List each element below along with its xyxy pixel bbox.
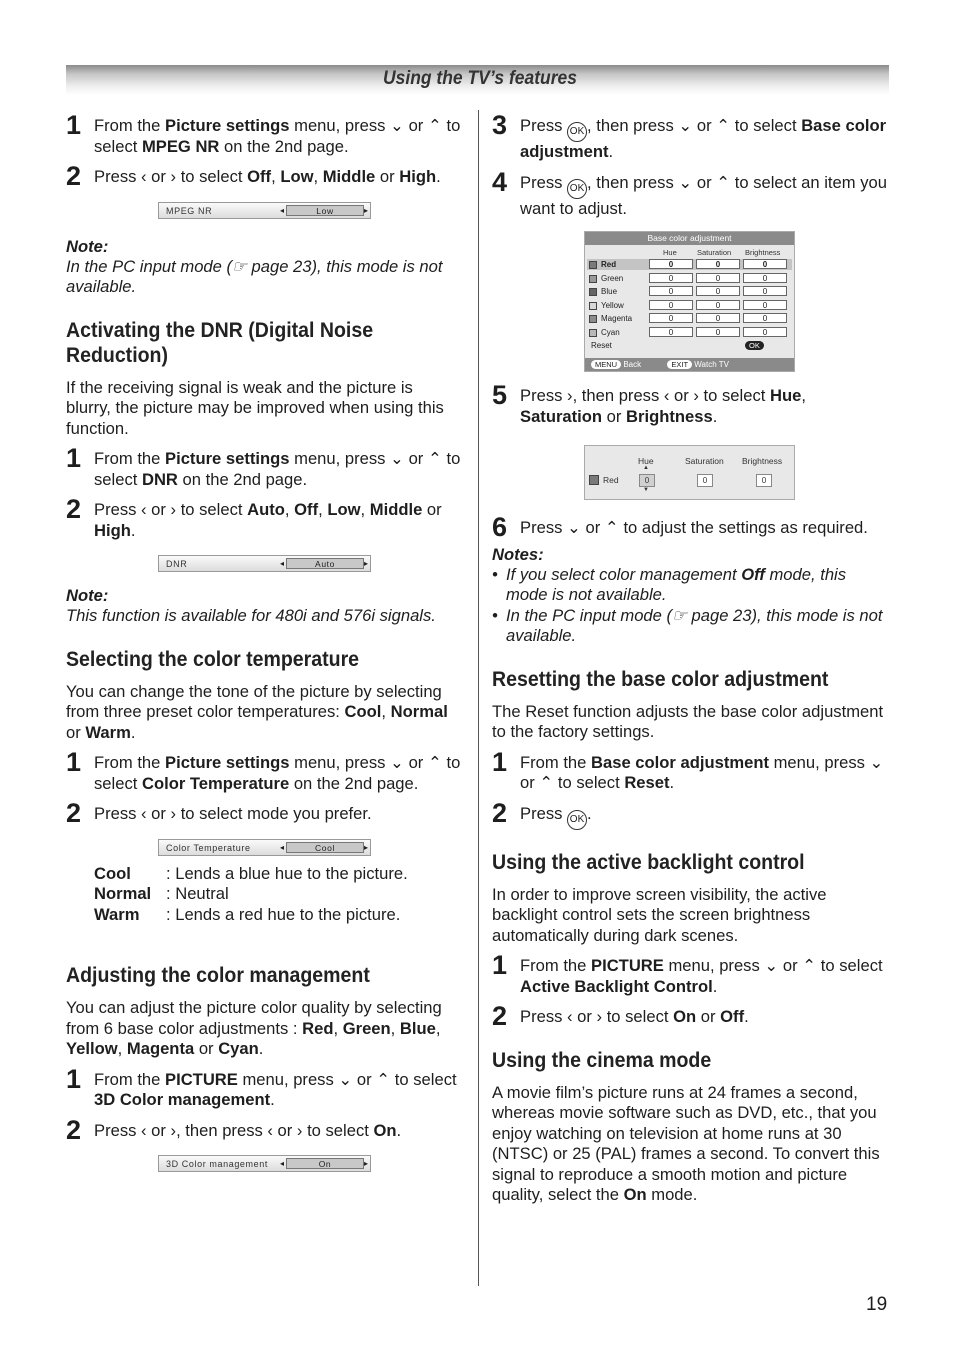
dnr-step-2: 2 Press ‹ or › to select Auto, Off, Low, Middle or High. xyxy=(66,494,442,540)
back-label: Back xyxy=(623,360,642,369)
column-header: Brightness xyxy=(745,248,781,257)
step-number: 2 xyxy=(66,494,82,524)
color-value-cell: 0 xyxy=(649,313,693,323)
temp-step-1: 1 From the Picture settings menu, press ⌄ or ⌃ to select Color Temperature on the 2nd page. xyxy=(66,747,461,793)
color-name: Magenta xyxy=(601,314,633,323)
down-arrow-icon: ⌄ xyxy=(764,956,779,975)
color-value-cell: 0 xyxy=(696,259,740,269)
color-value-cell: 0 xyxy=(743,259,787,269)
step-number: 2 xyxy=(492,1001,508,1031)
step-number: 2 xyxy=(492,797,508,828)
hue-saturation-brightness-screen xyxy=(584,445,795,500)
color-row[interactable] xyxy=(587,300,792,311)
down-arrow-icon: ⌄ xyxy=(869,752,884,772)
step-number: 3 xyxy=(492,110,508,140)
right-triangle-icon: ▸ xyxy=(363,842,368,852)
color-value-cell: 0 xyxy=(696,286,740,296)
down-arrow-icon: ⌄ xyxy=(567,518,581,537)
ok-button-icon: OK xyxy=(567,122,587,142)
color-swatch xyxy=(589,261,597,269)
color-row[interactable] xyxy=(587,327,792,338)
step-number: 2 xyxy=(66,1114,82,1145)
up-arrow-icon: ⌃ xyxy=(539,773,554,792)
ok-button-icon: OK xyxy=(567,810,587,830)
reset-step-1: 1 From the Base color adjustment menu, press ⌄ or ⌃ to select Reset. xyxy=(492,746,884,792)
color-row[interactable] xyxy=(587,313,792,324)
color-name: Cyan xyxy=(601,327,620,337)
mpeg-step-1: 1 From the Picture settings menu, press ⌄ or ⌃ to select MPEG NR on the 2nd page. xyxy=(66,110,461,156)
step-number: 6 xyxy=(492,512,508,542)
right-triangle-icon: ▸ xyxy=(363,1159,368,1168)
step-number: 1 xyxy=(66,110,82,140)
temp-step-2: 2 Press ‹ or › to select mode you prefer. xyxy=(66,798,372,828)
down-arrow-icon: ⌄ xyxy=(678,116,693,135)
left-arrow-icon: ‹ xyxy=(141,500,147,519)
left-triangle-icon: ◂ xyxy=(280,205,285,215)
row-label: Red xyxy=(603,475,619,485)
up-arrow-icon: ⌃ xyxy=(427,753,442,772)
right-arrow-icon: › xyxy=(170,1120,177,1140)
mpeg-step-2: 2 Press ‹ or › to select Off, Low, Middle or High. xyxy=(66,161,441,191)
color-swatch xyxy=(589,275,597,283)
column-divider xyxy=(478,110,479,1286)
pointing-hand-icon: ☞ xyxy=(672,605,687,625)
bca-step-5: 5 Press ›, then press ‹ or › to select Hue, Saturation or Brightness. xyxy=(492,380,806,426)
reset-label: Reset xyxy=(591,341,612,350)
color-value-cell: 0 xyxy=(696,327,740,337)
right-arrow-icon: › xyxy=(170,167,177,186)
right-arrow-icon: › xyxy=(596,1007,603,1026)
right-arrow-icon: › xyxy=(170,500,177,519)
watch-tv-label: Watch TV xyxy=(694,360,729,369)
up-arrow-icon: ⌃ xyxy=(376,1069,391,1089)
menu-key: MENU xyxy=(591,360,621,369)
color-row[interactable] xyxy=(587,259,792,270)
saturation-label: Saturation xyxy=(685,456,724,466)
notes-title: Notes: xyxy=(492,544,544,564)
step-number: 4 xyxy=(492,166,508,197)
reset-ok-button: OK xyxy=(745,341,764,350)
color-name: Yellow xyxy=(601,300,624,310)
mpeg-note: In the PC input mode (☞ page 23), this mode is not available. xyxy=(66,256,443,296)
color-swatch xyxy=(589,329,597,337)
left-triangle-icon: ◂ xyxy=(280,1159,285,1168)
step-number: 1 xyxy=(492,950,508,980)
header-title: Using the TV’s features xyxy=(383,68,577,89)
step-number: 1 xyxy=(492,746,508,777)
right-column xyxy=(492,108,888,1206)
column-header: Saturation xyxy=(697,248,732,257)
page-number: 19 xyxy=(866,1294,888,1315)
dnr-note: This function is available for 480i and 576i signals. xyxy=(66,606,436,625)
color-name: Green xyxy=(601,273,624,283)
up-arrow-icon: ⌃ xyxy=(802,956,817,975)
down-triangle-icon: ▼ xyxy=(643,487,649,493)
down-arrow-icon: ⌄ xyxy=(390,449,404,468)
cinema-heading: Using the cinema mode xyxy=(492,1048,712,1072)
color-row[interactable] xyxy=(587,286,792,297)
color-management-heading: Adjusting the color management xyxy=(66,964,370,987)
down-arrow-icon: ⌄ xyxy=(390,116,404,135)
right-triangle-icon: ▸ xyxy=(363,559,368,568)
note-2: • In the PC input mode (☞ page 23), this mode is not available. xyxy=(492,605,883,645)
color-swatch xyxy=(589,288,597,296)
hue-label: Hue xyxy=(638,456,654,466)
setting-label: Color Temperature xyxy=(166,842,251,853)
screen-footer xyxy=(585,358,794,371)
left-triangle-icon: ◂ xyxy=(280,559,285,568)
color-value-cell: 0 xyxy=(743,313,787,323)
reset-step-2: 2 Press OK . xyxy=(492,797,592,828)
bca-step-4: 4 Press OK , then press ⌄ or ⌃ to select an item you want to adjust. xyxy=(492,166,887,218)
base-color-adjustment-screen xyxy=(584,231,795,372)
up-arrow-icon: ⌃ xyxy=(427,116,442,135)
color-value-cell: 0 xyxy=(649,273,693,283)
right-arrow-icon: › xyxy=(567,386,573,405)
saturation-value: 0 xyxy=(697,474,713,487)
step-number: 5 xyxy=(492,380,508,410)
red-swatch xyxy=(589,475,599,485)
setting-label: DNR xyxy=(166,559,188,569)
left-arrow-icon: ‹ xyxy=(141,1120,147,1140)
color-value-cell: 0 xyxy=(743,327,787,337)
left-triangle-icon: ◂ xyxy=(280,842,285,852)
step-number: 1 xyxy=(66,443,82,473)
note-title: Note: xyxy=(66,236,109,256)
dnr-heading: Activating the DNR (Digital Noise Reduction) xyxy=(66,318,374,367)
bullet-icon: • xyxy=(492,564,498,584)
brightness-label: Brightness xyxy=(742,456,783,466)
brightness-value: 0 xyxy=(756,474,772,487)
color-value-cell: 0 xyxy=(696,313,740,323)
setting-label: 3D Color management xyxy=(166,1159,268,1169)
setting-value: Low xyxy=(286,205,364,216)
color-value-cell: 0 xyxy=(696,273,740,283)
color-value-cell: 0 xyxy=(696,300,740,310)
up-arrow-icon: ⌃ xyxy=(427,449,442,468)
temp-intro: You can change the tone of the picture by selecting from three preset color temperatures: Cool, Normal or Warm. xyxy=(66,681,448,742)
left-arrow-icon: ‹ xyxy=(141,804,147,823)
cm-step-1: 1 From the PICTURE menu, press ⌄ or ⌃ to select 3D Color management. xyxy=(66,1063,457,1109)
down-arrow-icon: ⌄ xyxy=(338,1069,353,1089)
exit-key: EXIT xyxy=(667,360,692,369)
left-arrow-icon: ‹ xyxy=(567,1007,573,1026)
color-value-cell: 0 xyxy=(743,286,787,296)
backlight-step-1: 1 From the PICTURE menu, press ⌄ or ⌃ to select Active Backlight Control. xyxy=(492,950,883,996)
up-arrow-icon: ⌃ xyxy=(716,172,731,192)
temperature-modes-table xyxy=(94,864,408,926)
up-triangle-icon: ▲ xyxy=(643,465,649,471)
right-arrow-icon: › xyxy=(693,386,699,405)
reset-intro: The Reset function adjusts the base color adjustment to the factory settings. xyxy=(492,701,884,741)
color-value-cell: 0 xyxy=(743,273,787,283)
left-arrow-icon: ‹ xyxy=(663,386,670,405)
temp-heading: Selecting the color temperature xyxy=(66,647,360,671)
screen-title: Base color adjustment xyxy=(585,232,794,245)
step-number: 1 xyxy=(66,1063,82,1094)
color-row[interactable] xyxy=(587,273,792,284)
down-arrow-icon: ⌄ xyxy=(678,172,693,192)
color-name: Blue xyxy=(601,287,618,296)
backlight-intro: In order to improve screen visibility, the active backlight control sets the screen brightness automatically during dark scenes. xyxy=(492,884,827,945)
bullet-icon: • xyxy=(492,605,498,625)
color-management-intro: You can adjust the picture color quality by selecting from 6 base color adjustments : Red, Green, Blue, Yellow, Magenta or Cyan. xyxy=(66,998,442,1058)
cm-step-2: 2 Press ‹ or ›, then press ‹ or › to select On. xyxy=(66,1114,402,1145)
color-temperature-setting-bar xyxy=(158,839,371,856)
left-arrow-icon: ‹ xyxy=(141,167,147,186)
dnr-step-1: 1 From the Picture settings menu, press ⌄ or ⌃ to select DNR on the 2nd page. xyxy=(66,443,461,489)
mpeg-nr-setting-bar xyxy=(158,202,371,219)
step-number: 2 xyxy=(66,798,82,828)
color-value-cell: 0 xyxy=(649,259,693,269)
color-name: Red xyxy=(601,260,617,269)
up-arrow-icon: ⌃ xyxy=(716,116,731,135)
right-arrow-icon: › xyxy=(170,804,177,823)
backlight-step-2: 2 Press ‹ or › to select On or Off. xyxy=(492,1001,749,1031)
color-swatch xyxy=(589,302,597,310)
up-arrow-icon: ⌃ xyxy=(604,518,619,537)
note-title: Note: xyxy=(66,586,109,605)
hue-value: 0 xyxy=(639,474,655,487)
column-header: Hue xyxy=(663,248,677,257)
3d-color-management-setting-bar xyxy=(158,1155,371,1172)
setting-value: Cool xyxy=(286,842,364,853)
left-column xyxy=(66,108,462,1172)
color-value-cell: 0 xyxy=(743,300,787,310)
step-number: 1 xyxy=(66,747,82,777)
bca-step-6: 6 Press ⌄ or ⌃ to adjust the settings as required. xyxy=(492,512,868,542)
reset-heading: Resetting the base color adjustment xyxy=(492,667,829,691)
bca-step-3: 3 Press OK , then press ⌄ or ⌃ to select Base color adjustment. xyxy=(492,110,887,161)
ok-button-icon: OK xyxy=(567,179,587,199)
setting-label: MPEG NR xyxy=(166,205,213,216)
dnr-setting-bar xyxy=(158,555,371,572)
color-swatch xyxy=(589,315,597,323)
mode-row: Cool : Lends a blue hue to the picture. xyxy=(94,863,408,883)
down-arrow-icon: ⌄ xyxy=(390,753,404,772)
left-arrow-icon: ‹ xyxy=(267,1120,273,1140)
right-triangle-icon: ▸ xyxy=(363,205,368,215)
color-value-cell: 0 xyxy=(649,327,693,337)
setting-value: Auto xyxy=(286,558,364,569)
setting-value: On xyxy=(286,1158,364,1169)
note-1: • If you select color management Off mode, this mode is not available. xyxy=(492,564,847,604)
right-arrow-icon: › xyxy=(296,1120,303,1140)
pointing-hand-icon: ☞ xyxy=(232,256,247,276)
cinema-text: A movie film’s picture runs at 24 frames a second, whereas movie software such as DVD, etc., that you enjoy watching on television at home runs at 30 (NTSC) or 25 (PAL) frames a second. To convert this signal to reproduce a smooth motion and picture quality, select the On mode. xyxy=(492,1082,880,1204)
backlight-heading: Using the active backlight control xyxy=(492,850,805,874)
color-value-cell: 0 xyxy=(649,286,693,296)
step-number: 2 xyxy=(66,161,82,191)
dnr-intro: If the receiving signal is weak and the picture is blurry, the picture may be improved when using this function. xyxy=(66,377,444,438)
mode-row: Warm : Lends a red hue to the picture. xyxy=(94,904,401,924)
mode-row: Normal : Neutral xyxy=(94,884,229,903)
color-value-cell: 0 xyxy=(649,300,693,310)
